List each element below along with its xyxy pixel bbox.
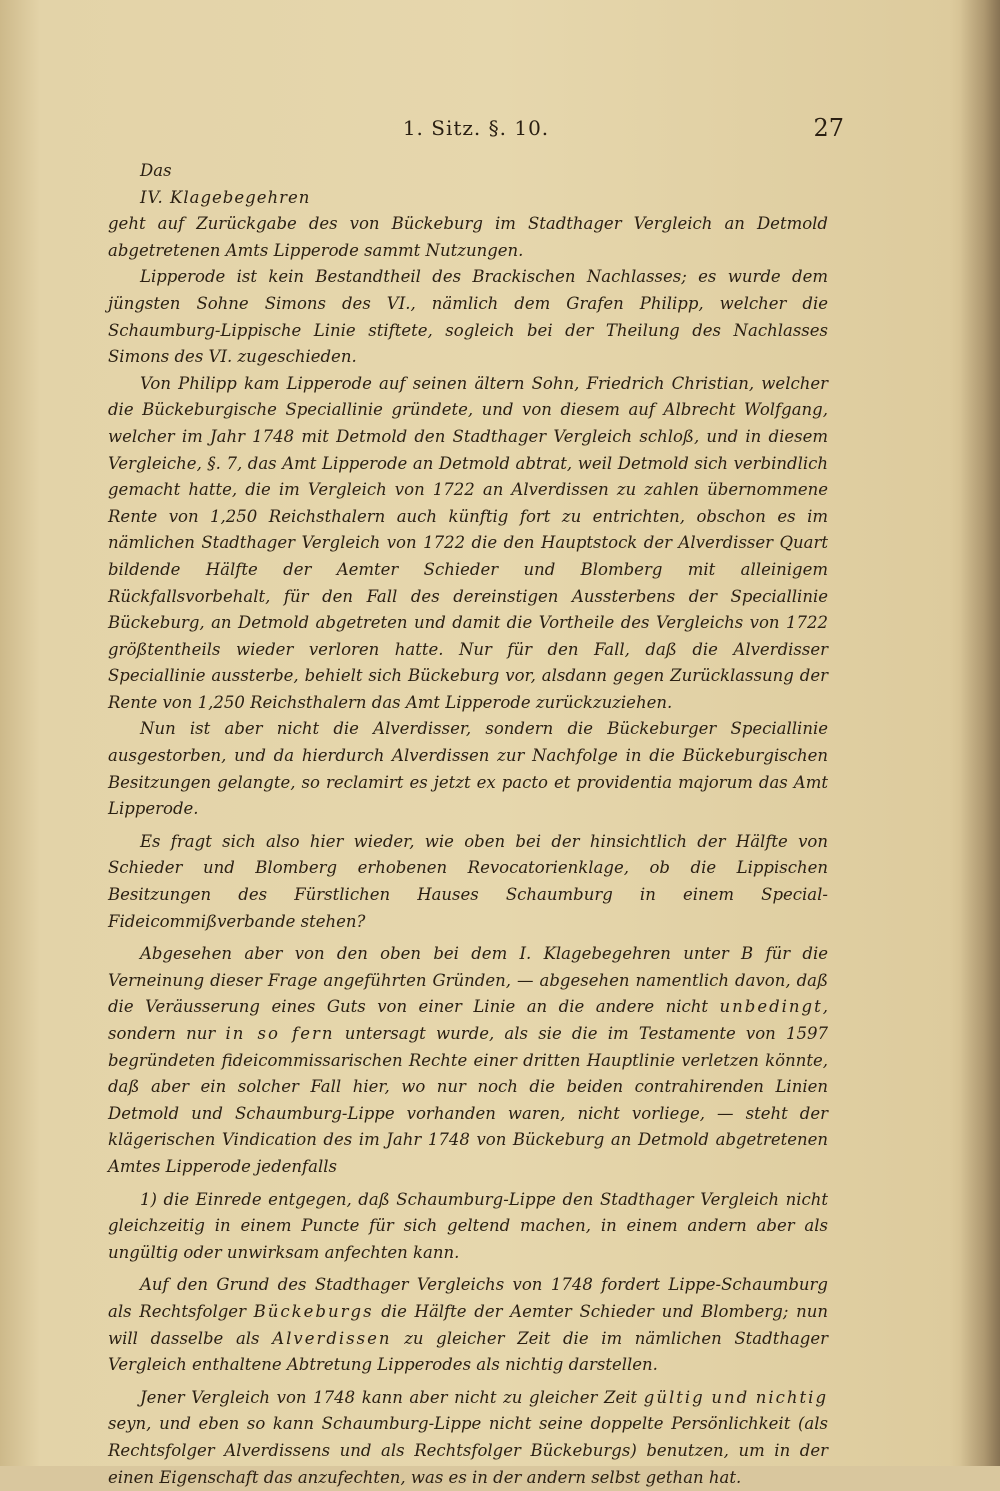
emphasis-unbedingt: unbedingt xyxy=(719,997,823,1017)
emphasis-und: und xyxy=(711,1387,750,1407)
paragraph-8-part-c: die Hälfte der Aemter Schieder und Blomberg; nun will dasselbe als xyxy=(108,1301,828,1348)
paragraph-6-part-e: untersagt wurde, als sie die im Testamente von 1597 begründeten fideicommissarischen Rechte einer dritten Hauptlinie verletzen könnte, daß aber ein solcher Fall hier, wo nur noch die beiden contrahirenden Linien Detmold und Schaumburg-Lippe vorhanden waren, nicht vorliege, — steht der klägerischen Vindication des im Jahr 1748 von Bückeburg an Detmold abgetretenen Amtes Lipperode jedenfalls xyxy=(108,1024,828,1176)
paragraph-9 xyxy=(108,1385,828,1491)
emphasis-nichtig: nichtig xyxy=(755,1387,829,1407)
paragraph-8-part-e: zu gleicher Zeit die im nämlichen Stadthager Vergleich enthaltene Abtretung Lipperodes als nichtig darstellen. xyxy=(108,1328,829,1375)
paragraph-intro-word: Das xyxy=(140,161,172,180)
paragraph-6-part-c: , sondern nur xyxy=(108,997,828,1043)
emphasis-alverdissen: Alverdissen xyxy=(272,1328,392,1348)
paragraph-6 xyxy=(108,941,828,1180)
paragraph-7: 1) die Einrede entgegen, daß Schaumburg-Lippe den Stadthager Vergleich nicht gleichzeitig in einem Puncte für sich geltend machen, in einem andern aber als ungültig oder unwirksam anfechten kann. xyxy=(108,1189,828,1262)
paragraph-2: Lipperode ist kein Bestandtheil des Brackischen Nachlasses; es wurde dem jüngsten Sohne Simons des VI., nämlich dem Grafen Philipp, welcher die Schaumburg-Lippische Linie stiftete, sogleich bei der Theilung des Nachlasses Simons des VI. zugeschieden. xyxy=(108,267,828,367)
paragraph-1: geht auf Zurückgabe des von Bückeburg im Stadthager Vergleich an Detmold abgetretenen Amts Lipperode sammt Nutzungen. xyxy=(108,214,828,260)
paragraph-8-part-a: Auf den Grund des Stadthager Vergleichs von 1748 fordert Lippe-Schaumburg als Rechtsfolger xyxy=(108,1275,828,1321)
emphasis-gueltig: gültig xyxy=(643,1387,705,1407)
section-heading: IV. Klagebegehren xyxy=(140,187,311,207)
paragraph-9-part-e: seyn, und eben so kann Schaumburg-Lippe nicht seine doppelte Persönlichkeit (als Rechtsfolger Alverdissens und als Rechtsfolger Bückeburgs) benutzen, um in der einen Eigenschaft das anzufechten, was es in der andern selbst gethan hat. xyxy=(108,1414,828,1487)
paragraph-4: Nun ist aber nicht die Alverdisser, sondern die Bückeburger Speciallinie ausgestorben, und da hierdurch Alverdissen zur Nachfolge in die Bückeburgischen Besitzungen gelangte, so reclamirt es jetzt ex pacto et providentia majorum das Amt Lipperode. xyxy=(108,719,828,819)
emphasis-in-so-fern: in so fern xyxy=(225,1024,335,1043)
paragraph-6-part-a: Abgesehen aber von den oben bei dem I. Klagebegehren unter B für die Verneinung dieser Frage angeführten Gründen, — abgesehen namentlich davon, daß die Veräusserung eines Guts von einer Linie an die andere nicht xyxy=(108,944,828,1017)
emphasis-bueckeburgs: Bückeburgs xyxy=(253,1301,374,1321)
page-number: 27 xyxy=(813,114,844,142)
page-header xyxy=(108,116,844,146)
paragraph-8 xyxy=(108,1272,828,1378)
paragraph-5-text: Es fragt sich also hier wieder, wie oben bei der hinsichtlich der Hälfte von Schieder und Blomberg erhobenen Revocatorienklage, ob die Lippischen Besitzungen des Fürstlichen Hauses Schaumburg in einem Special-Fideicommißverbande stehen? xyxy=(108,831,828,931)
paragraph-5 xyxy=(108,829,828,935)
paragraph-3: Von Philipp kam Lipperode auf seinen ältern Sohn, Friedrich Christian, welcher die Bückeburgische Speciallinie gründete, und von diesem auf Albrecht Wolfgang, welcher im Jahr 1748 mit Detmold den Stadthager Vergleich schloß, und in diesem Vergleiche, §. 7, das Amt Lipperode an Detmold abtrat, weil Detmold sich verbindlich gemacht hatte, die im Vergleich von 1722 an Alverdissen zu zahlen übernommene Rente von 1,250 Reichsthalern auch künftig fort zu entrichten, obschon es im nämlichen Stadthager Vergleich von 1722 die den Hauptstock der Alverdisser Quart bildende Hälfte der Aemter Schieder und Blomberg mit alleinigem Rückfallsvorbehalt, für den Fall des dereinstigen Aussterbens der Speciallinie Bückeburg, an Detmold abgetreten und damit die Vortheile des Vergleichs von 1722 größtentheils wieder verloren hatte. Nur für den Fall, daß die Alverdisser Speciallinie aussterbe, behielt sich Bückeburg vor, alsdann gegen Zurücklassung der Rente von 1,250 Reichsthalern das Amt Lipperode zurückzuziehen. xyxy=(108,373,828,712)
page-edge-shadow xyxy=(960,0,1000,1466)
page-body xyxy=(108,158,828,1491)
running-head: 1. Sitz. §. 10. xyxy=(402,116,550,140)
paragraph-9-part-a: Jener Vergleich von 1748 kann aber nicht zu gleicher Zeit xyxy=(140,1387,638,1407)
